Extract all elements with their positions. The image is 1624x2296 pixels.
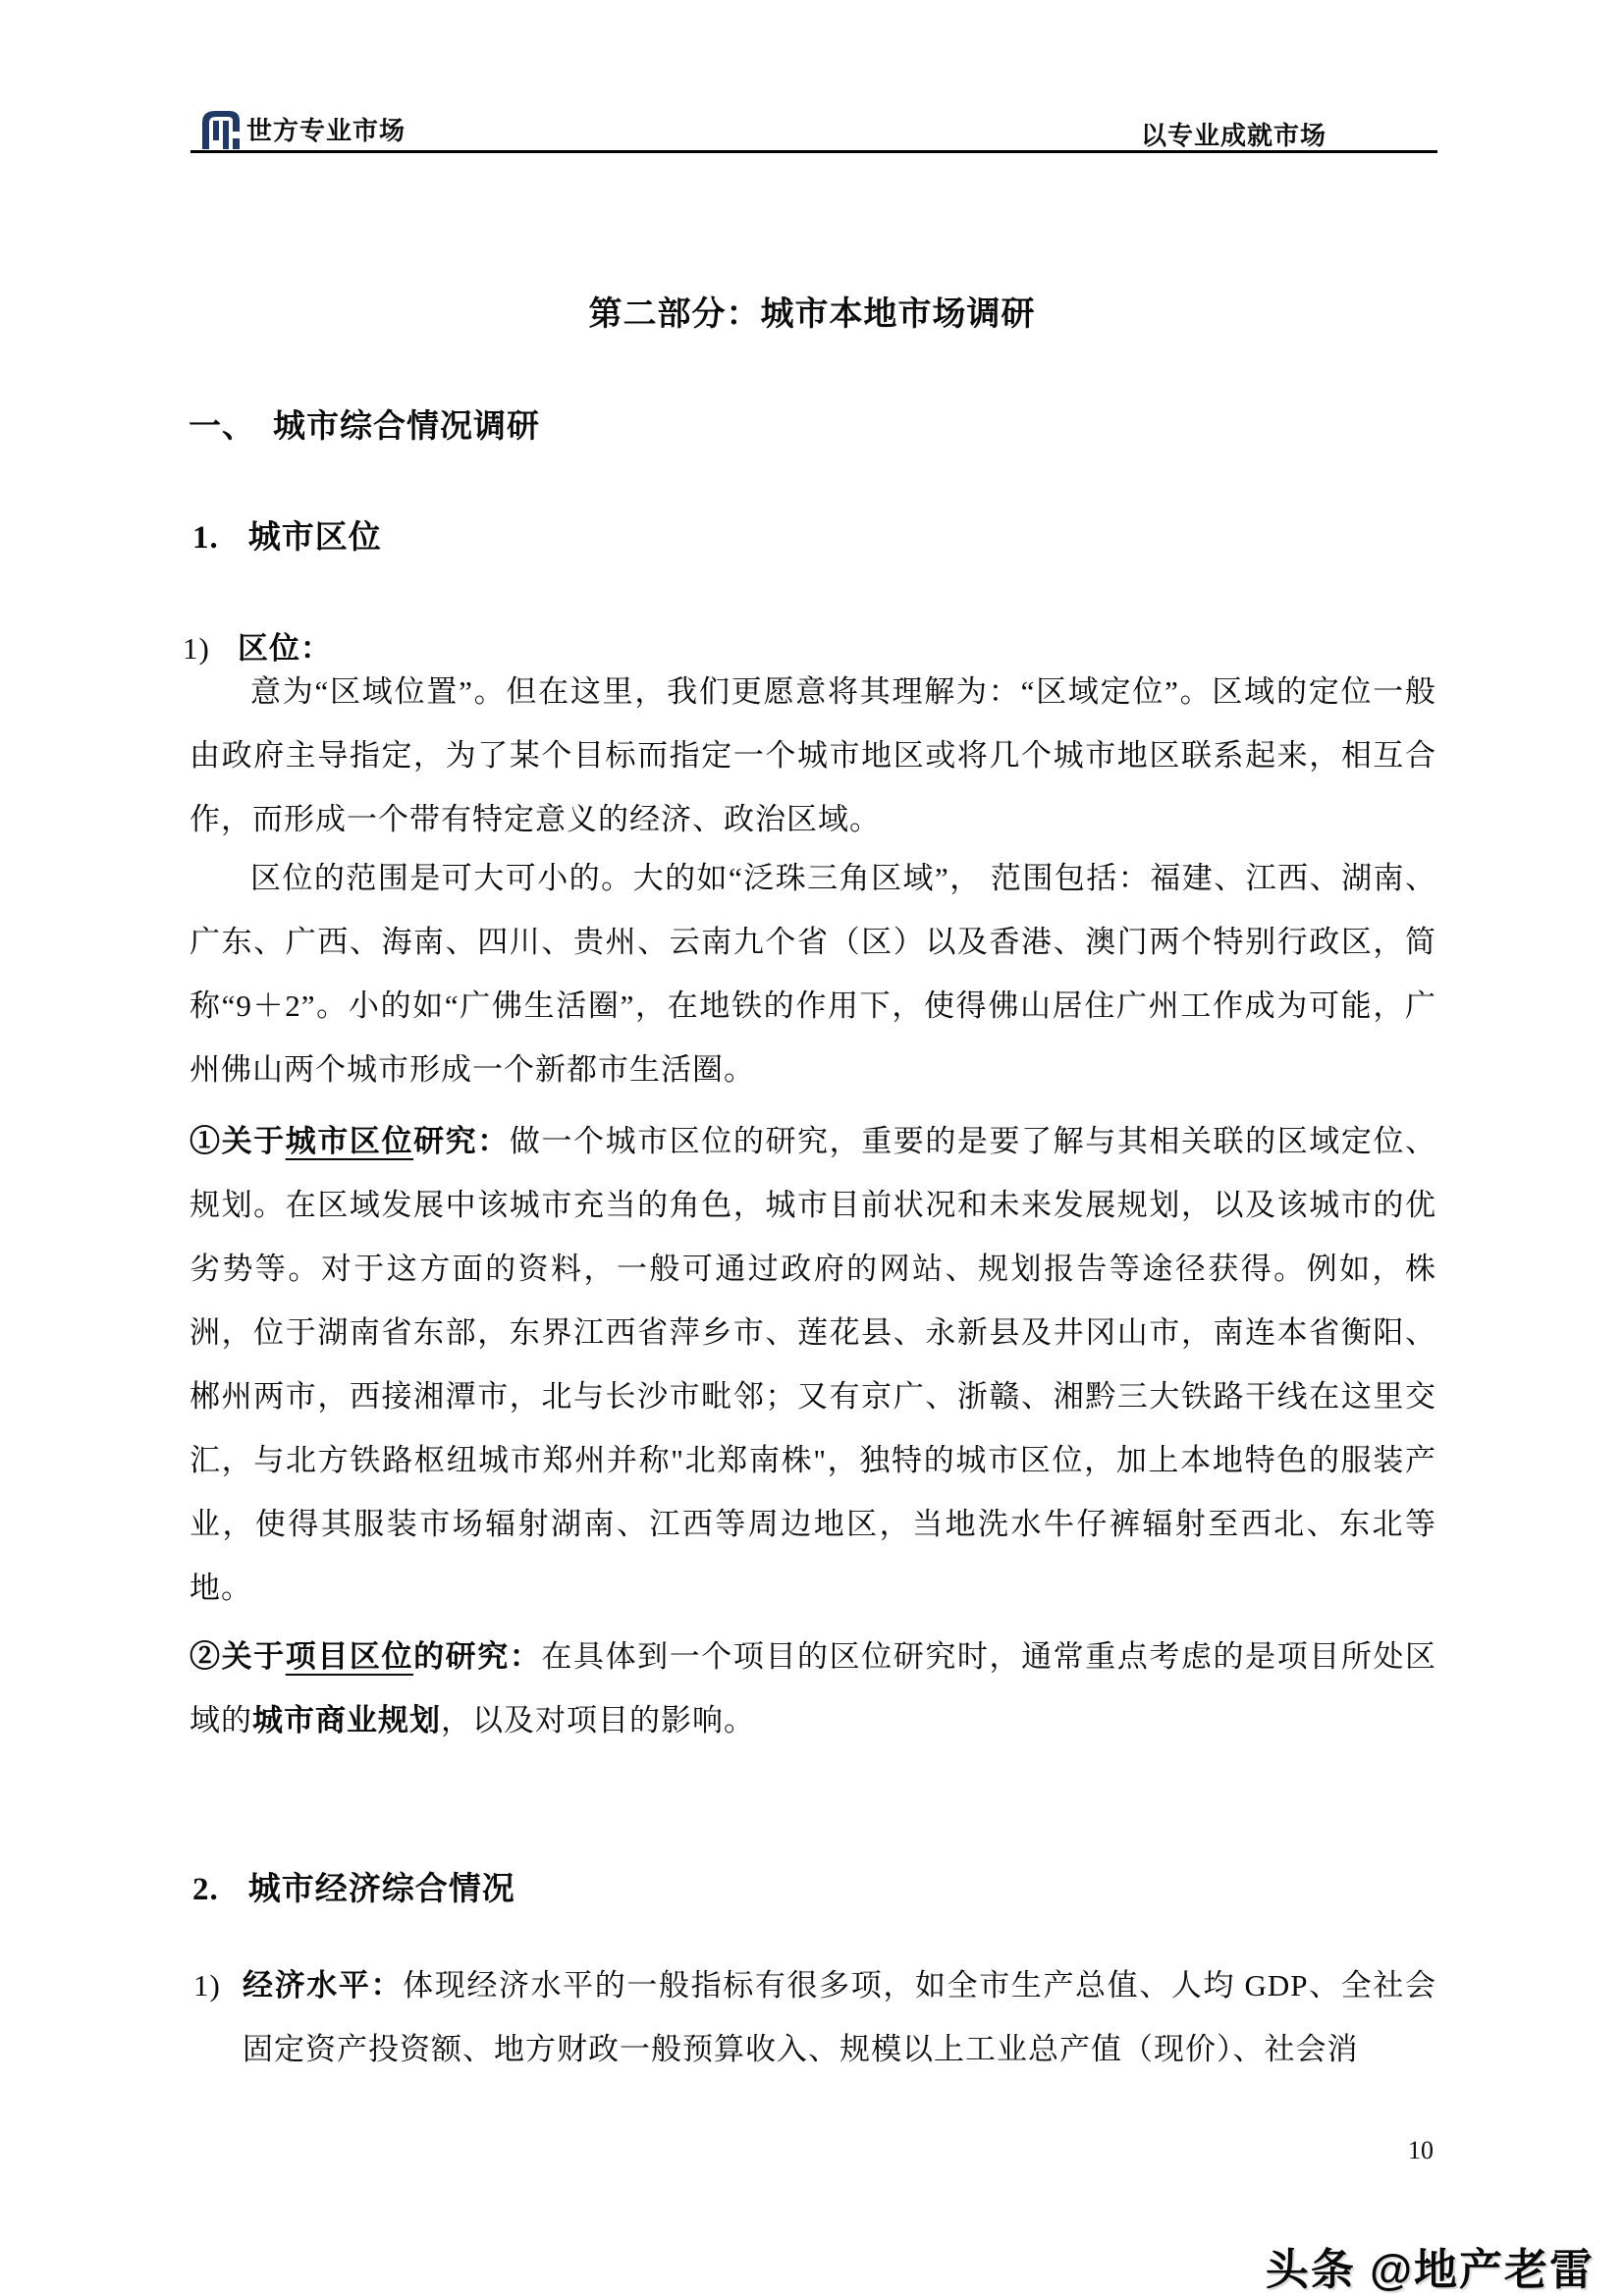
subsection-1-number: 1.: [192, 520, 219, 556]
p4-body-1: 在具体到一个项目的区位研究时，通常重点考虑的是项目所处区域的: [189, 1639, 1437, 1737]
item-economic-term: 经济水平：: [243, 1968, 404, 2002]
p3-bold-lead: [189, 1124, 510, 1158]
header-brand: [199, 106, 406, 151]
brand-logo-icon: [199, 108, 244, 149]
p4-bold-term: 城市商业规划: [252, 1703, 441, 1737]
section-1-heading: [189, 400, 540, 447]
section-1-label: 城市综合情况调研: [273, 409, 540, 445]
item-economic-body: 体现经济水平的一般指标有很多项，如全市生产总值、人均 GDP、全社会固定资产投资额、地方财政一般预算收入、规模以上工业总产值（现价）、社会消: [243, 1968, 1437, 2066]
subsection-2-heading: [192, 1863, 515, 1909]
p4-bold-lead: [189, 1639, 541, 1674]
header-rule: [190, 150, 1437, 153]
item-location-term: 区位：: [238, 631, 332, 666]
item-location-number: 1): [183, 631, 210, 666]
subsection-1-label: 城市区位: [247, 520, 382, 556]
p3-prefix: ①关于: [189, 1124, 286, 1158]
p3-colon: 研究：: [413, 1124, 510, 1158]
p4-body-2: ，以及对项目的影响。: [441, 1703, 755, 1737]
brand-name: 世方专业市场: [246, 116, 406, 145]
item-economic-number: 1): [193, 1968, 221, 2002]
header-slogan: 以专业成就市场: [1141, 122, 1327, 150]
doc-title: 第二部分：城市本地市场调研: [588, 296, 1036, 333]
page-number: 10: [1408, 2136, 1434, 2164]
item-economic-level: [193, 1953, 1436, 2081]
p4-colon: 的研究：: [413, 1639, 542, 1674]
subsection-2-label: 城市经济综合情况: [247, 1872, 515, 1907]
paragraph-location-definition: 意为“区域位置”。但在这里，我们更愿意将其理解为：“区域定位”。区域的定位一般由政府主导指定，为了某个目标而指定一个城市地区或将几个城市地区联系起来，相互合作，而形成一个带有特定意义的经济、政治区域。: [189, 674, 1436, 836]
p4-prefix: ②关于: [189, 1639, 286, 1674]
p3-underlined-term: 城市区位: [285, 1124, 414, 1158]
paragraph-city-location-research: [189, 1109, 1436, 1620]
section-1-number: 一、: [189, 409, 255, 445]
paragraph-location-scope: 区位的范围是可大可小的。大的如“泛珠三角区域”， 范围包括：福建、江西、湖南、广东、广西、海南、四川、贵州、云南九个省（区）以及香港、澳门两个特别行政区，简称“9＋2”。小的如“广佛生活圈”，在地铁的作用下，使得佛山居住广州工作成为可能，广州佛山两个城市形成一个新都市生活圈。: [189, 861, 1436, 1087]
p4-underlined-term: 项目区位: [285, 1639, 414, 1674]
paragraph-project-location-research: [189, 1625, 1436, 1752]
subsection-2-number: 2.: [192, 1872, 219, 1907]
watermark-text: 头条 @地产老雷: [1265, 2246, 1595, 2294]
subsection-1-heading: [192, 511, 382, 558]
p3-body: 做一个城市区位的研究，重要的是要了解与其相关联的区域定位、规划。在区域发展中该城市充当的角色，城市目前状况和未来发展规划，以及该城市的优劣势等。对于这方面的资料，一般可通过政府的网站、规划报告等途径获得。例如，株洲，位于湖南省东部，东界江西省萍乡市、莲花县、永新县及井冈山市，南连本省衡阳、郴州两市，西接湘潭市，北与长沙市毗邻；又有京广、浙赣、湘黔三大铁路干线在这里交汇，与北方铁路枢纽城市郑州并称"北郑南株"，独特的城市区位，加上本地特色的服装产业，使得其服装市场辐射湖南、江西等周边地区，当地洗水牛仔裤辐射至西北、东北等地。: [189, 1124, 1437, 1605]
